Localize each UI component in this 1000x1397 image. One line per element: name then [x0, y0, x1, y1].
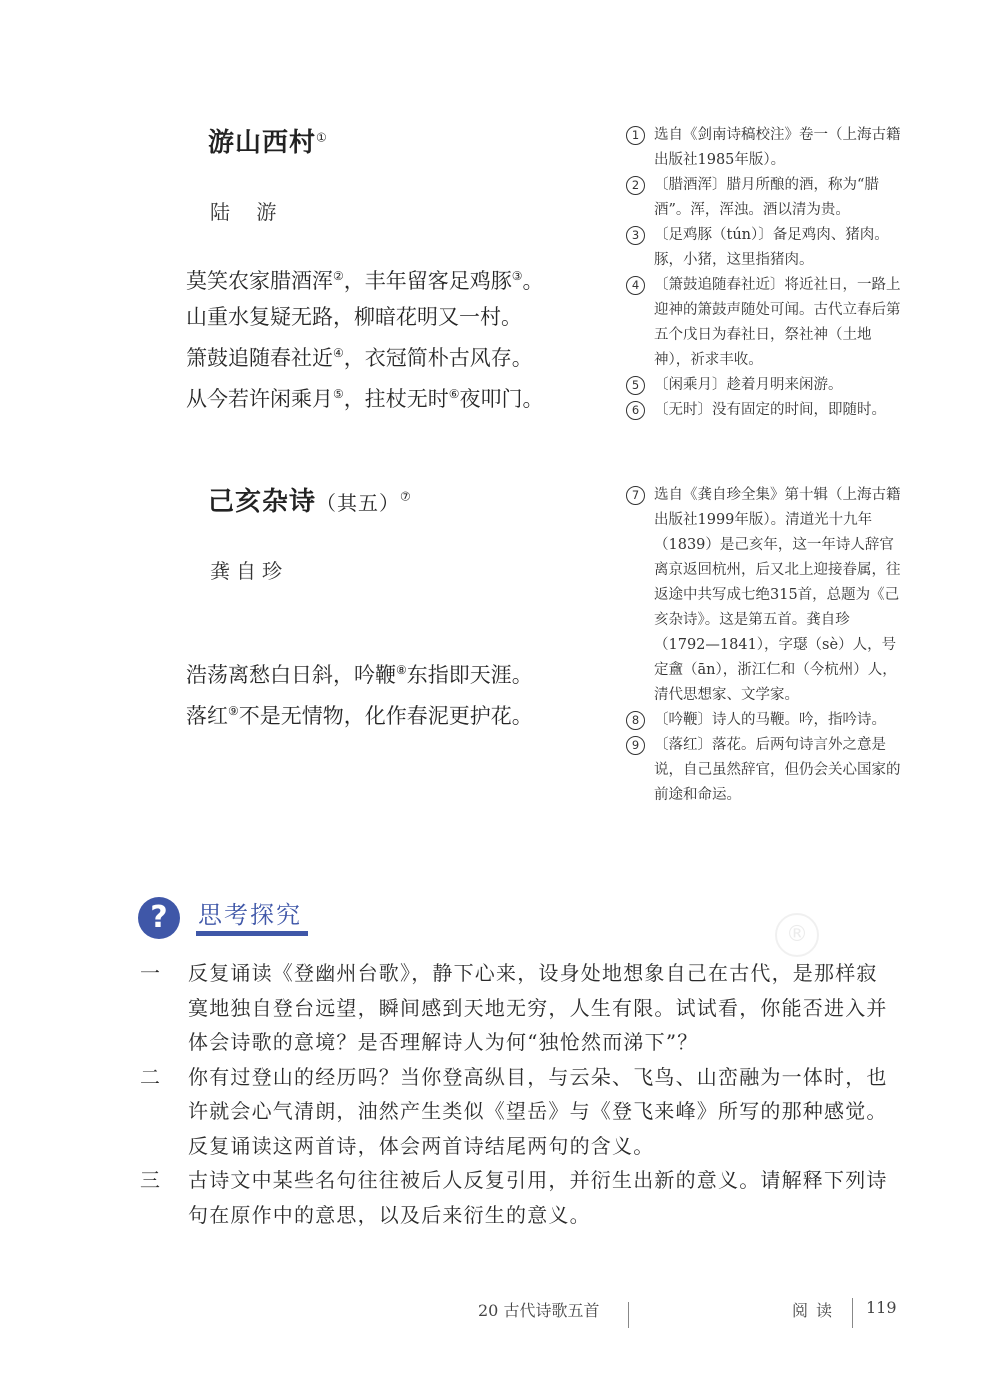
question-item [138, 1163, 898, 1232]
footnote-text: 〔落红〕落花。后两句诗言外之意是说，自己虽然辞官，但仍会关心国家的前途和命运。 [654, 737, 901, 803]
footnote-text: 〔吟鞭〕诗人的马鞭。吟，指吟诗。 [654, 712, 886, 728]
footnote [626, 733, 901, 808]
footnote-number: 8 [626, 711, 645, 730]
footnote-text: 选自《龚自珍全集》第十辑（上海古籍出版社1999年版）。清道光十九年（1839）是己亥年，这一年诗人辞官离京返回杭州，后又北上迎接眷属，往返途中共写成七绝315首，总题为《己亥杂诗》。这是第五首。龚自珍（1792—1841），字璱（sè）人，号定盦（ān），浙江仁和（今杭州）人，清代思想家、文学家。 [654, 487, 901, 703]
poem2-title-note-ref: ⑦ [400, 489, 412, 504]
poem1-body [186, 258, 544, 417]
footnote-text: 〔箫鼓追随春社近〕将近社日，一路上迎神的箫鼓声随处可闻。古代立春后第五个戊日为春社日，祭社神（土地神），祈求丰收。 [654, 277, 901, 368]
poem2-title [208, 481, 412, 518]
footnote-text: 〔腊酒浑〕腊月所酿的酒，称为“腊酒”。浑，浑浊。酒以清为贵。 [654, 177, 879, 218]
section-underline [196, 931, 308, 936]
footnote [626, 483, 901, 708]
poem2-author: 龚自珍 [210, 559, 288, 583]
question-text: 反复诵读《登幽州台歌》，静下心来，设身处地想象自己在古代，是那样寂寞地独自登台远望，瞬间感到天地无穷，人生有限。试试看，你能否进入并体会诗歌的意境？是否理解诗人为何“独怆然而涕下”？ [188, 961, 888, 1054]
footnote [626, 398, 901, 423]
footnote-text: 选自《剑南诗稿校注》卷一（上海古籍出版社1985年版）。 [654, 127, 901, 168]
question-number: 一 [140, 961, 162, 985]
question-text: 你有过登山的经历吗？当你登高纵目，与云朵、飞鸟、山峦融为一体时，也许就会心气清朗，油然产生类似《望岳》与《登飞来峰》所写的那种感觉。反复诵读这两首诗，体会两首诗结尾两句的含义。 [188, 1064, 888, 1158]
section-title: 思考探究 [198, 901, 302, 929]
question-item [138, 956, 898, 1060]
poem2-notes [626, 483, 901, 808]
page-number: 119 [866, 1298, 897, 1317]
question-number: 二 [140, 1064, 162, 1089]
poem1-line: 莫笑农家腊酒浑②，丰年留客足鸡豚③。 [186, 269, 544, 293]
question-text: 古诗文中某些名句往往被后人反复引用，并衍生出新的意义。请解释下列诗句在原作中的意思，以及后来衍生的意义。 [188, 1168, 888, 1227]
footnote-number: 6 [626, 401, 645, 420]
poem2-subtitle: （其五） [316, 491, 401, 515]
footnote-number: 5 [626, 376, 645, 395]
poem1-title-note-ref: ① [316, 130, 328, 145]
poem2-body [186, 652, 533, 734]
poem1-line: 从今若许闲乘月⑤，拄杖无时⑥夜叩门。 [186, 387, 544, 411]
footer-divider [628, 1302, 629, 1328]
footnote-number: 3 [626, 226, 645, 245]
poem2-line: 浩荡离愁白日斜，吟鞭⑧东指即天涯。 [186, 663, 533, 687]
poem1-author: 陆 游 [210, 200, 287, 224]
footnote-text: 〔无时〕没有固定的时间，即随时。 [654, 402, 886, 418]
poem1-notes [626, 123, 901, 423]
question-item [138, 1060, 898, 1164]
footer-unit: 阅读 [792, 1301, 841, 1320]
footnote-number: 7 [626, 486, 645, 505]
footnote-number: 2 [626, 176, 645, 195]
footnote [626, 273, 901, 373]
question-circle-icon: ? [138, 897, 180, 939]
footnote-number: 1 [626, 126, 645, 145]
registered-watermark-icon: ® [775, 913, 819, 957]
poem1-line: 箫鼓追随春社近④，衣冠简朴古风存。 [186, 346, 533, 370]
footer-lesson: 20 古代诗歌五首 [478, 1301, 600, 1320]
poem2-line: 落红⑨不是无情物，化作春泥更护花。 [186, 704, 533, 728]
poem1-title [208, 122, 328, 159]
question-list [138, 956, 898, 1232]
poem1-title-text: 游山西村 [208, 128, 317, 158]
poem2-title-text: 己亥杂诗 [208, 487, 317, 517]
footnote-number: 4 [626, 276, 645, 295]
think-explore-header [138, 893, 318, 945]
footnote [626, 173, 901, 223]
footnote-text: 〔闲乘月〕趁着月明来闲游。 [654, 377, 843, 393]
poem1-line: 山重水复疑无路，柳暗花明又一村。 [186, 305, 522, 329]
footnote [626, 123, 901, 173]
footer-divider [852, 1298, 853, 1328]
footnote-text: 〔足鸡豚（tún）〕备足鸡肉、猪肉。豚，小猪，这里指猪肉。 [654, 227, 889, 268]
footnote [626, 373, 901, 398]
footnote-number: 9 [626, 736, 645, 755]
question-number: 三 [140, 1168, 162, 1192]
footnote [626, 708, 901, 733]
footnote [626, 223, 901, 273]
